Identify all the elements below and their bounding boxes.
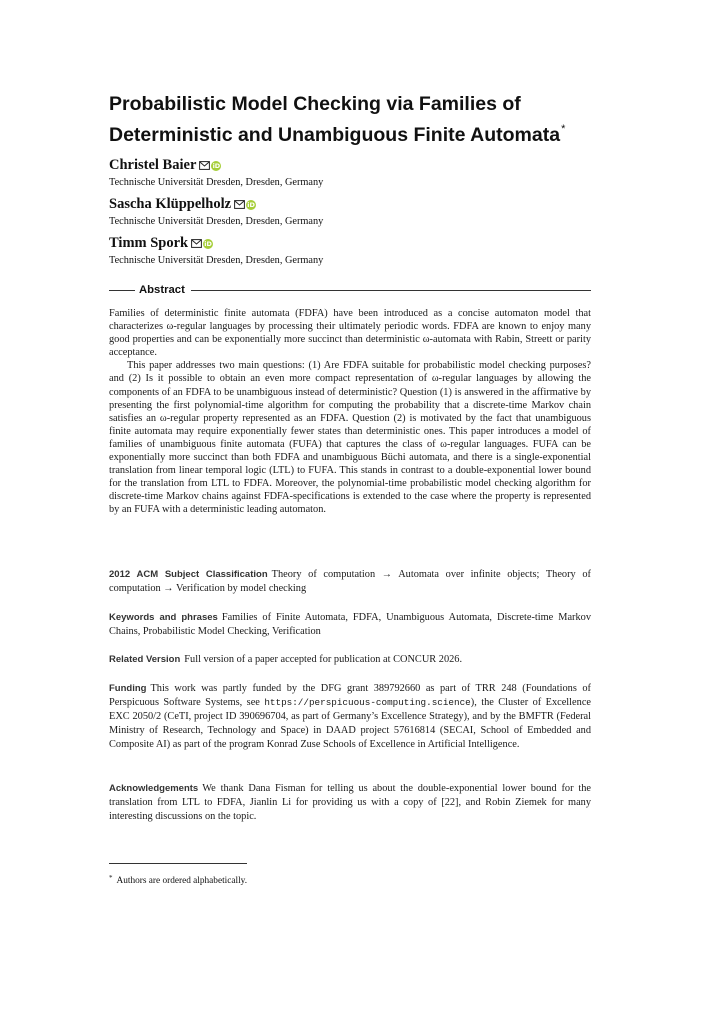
related-version-label: Related Version bbox=[109, 654, 181, 665]
abstract-body bbox=[109, 307, 591, 517]
footnote bbox=[109, 872, 247, 887]
orcid-icon[interactable]: iD bbox=[212, 162, 221, 170]
abstract-paragraph: This paper addresses two main questions: (1) Are FDFA suitable for probabilistic model checking purposes? and (2) Is it possible to obtain an even more compact representation of ω-regular languages by allowing the components of an FDFA to be unambiguous instead of deterministic? Question (1) is answered in the affirmative by presenting the first polynomial-time algorithm for computing the probability that a discrete-time Markov chain satisfies an ω-regular property represented as an FDFA. Question (2) is motivated by the fact that unambiguous finite automata may require exponentially fewer states than deterministic ones. This paper introduces a model of families of unambiguous finite automata (FUFA) that captures the class of ω-regular languages. FUFA can be exponentially more succinct than both FDFA and unambiguous Büchi automata, and there is a single-exponential translation from linear temporal logic (LTL) to FUFA. This stands in contrast to a double-exponential lower bound for the translation from LTL to FDFA. Moreover, the polynomial-time probabilistic model checking algorithm for discrete-time Markov chains against FDFA-specifications is extended to the case where the property is represented by an FUFA with a deterministic leading automaton. bbox=[109, 360, 591, 516]
envelope-icon[interactable] bbox=[199, 158, 210, 175]
related-version-section bbox=[109, 653, 591, 667]
abstract-heading-label: Abstract bbox=[139, 284, 185, 296]
orcid-icon[interactable]: iD bbox=[247, 201, 255, 209]
ccs-section bbox=[109, 568, 591, 596]
footnote-rule bbox=[109, 863, 247, 864]
author-name: Timm Spork bbox=[109, 235, 189, 251]
acknowledgements-section bbox=[109, 782, 591, 824]
abstract-heading bbox=[109, 283, 591, 297]
author-affiliation: Technische Universität Dresden, Dresden, Germany bbox=[109, 255, 324, 266]
funding-text: This work was partly funded by the DFG grant 389792660 as part of TRR 248 (Foundations of Perspicuous Software Systems, see bbox=[109, 683, 591, 709]
author-block bbox=[109, 157, 609, 189]
keywords-label: Keywords and phrases bbox=[109, 612, 218, 623]
envelope-icon[interactable] bbox=[234, 197, 245, 214]
orcid-icon[interactable]: iD bbox=[204, 240, 212, 248]
author-affiliation: Technische Universität Dresden, Dresden, Germany bbox=[109, 177, 324, 188]
heading-rule-right bbox=[191, 290, 591, 291]
acknowledgements-text: We thank Dana Fisman for telling us about the double-exponential lower bound for the translation from LTL to FDFA, Jianlin Li for providing us with a copy of [22], and Robin Ziemek for many interesting discussions on the topic. bbox=[109, 783, 591, 823]
author-block bbox=[109, 196, 609, 228]
funding-text-continued: ), the Cluster of Excellence EXC 2050/2 (CeTI, project ID 390696704, as part of Germany’s Excellence Strategy), and by the BMFTR (Federal Ministry of Research, Technology and Space) in DAAD project 57616814 (SECAI, School of Embedded and Composite AI) as part of the program Konrad Zuse Schools of Excellence in Artificial Intelligence. bbox=[109, 697, 591, 751]
author-affiliation: Technische Universität Dresden, Dresden, Germany bbox=[109, 216, 324, 227]
acknowledgements-label: Acknowledgements bbox=[109, 783, 199, 794]
funding-label: Funding bbox=[109, 683, 147, 694]
title-footnote-mark: * bbox=[561, 123, 566, 135]
keywords-text: Families of Finite Automata, FDFA, Unambiguous Automata, Discrete-time Markov Chains, Probabilistic Model Checking, Verification bbox=[109, 612, 592, 638]
related-version-text: Full version of a paper accepted for publication at CONCUR 2026. bbox=[184, 654, 463, 665]
paper-title bbox=[109, 92, 629, 148]
heading-rule-left bbox=[109, 290, 135, 291]
author-name: Sascha Klüppelholz bbox=[109, 196, 232, 212]
ccs-text: Theory of computation → Automata over infinite objects; Theory of computation → Verification by model checking bbox=[109, 569, 591, 595]
ccs-label: 2012 ACM Subject Classification bbox=[109, 569, 268, 580]
abstract-paragraph: Families of deterministic finite automata (FDFA) have been introduced as a concise automaton model that characterizes ω-regular languages by processing their ultimately periodic words. FDFA are known to enjoy many good properties and can be exponentially more succinct than deterministic ω-automata with Rabin, Streett or parity acceptance. bbox=[109, 308, 591, 359]
envelope-icon[interactable] bbox=[191, 236, 202, 253]
keywords-section bbox=[109, 611, 591, 639]
title-text: Probabilistic Model Checking via Families of Deterministic and Unambiguous Finite Automata bbox=[109, 93, 561, 146]
funding-section bbox=[109, 682, 591, 752]
footnote-text: Authors are ordered alphabetically. bbox=[116, 876, 248, 886]
funding-url-link[interactable]: https://perspicuous-computing.science bbox=[264, 697, 471, 709]
author-block bbox=[109, 235, 609, 267]
footnote-mark: * bbox=[109, 874, 113, 882]
author-name: Christel Baier bbox=[109, 157, 197, 173]
